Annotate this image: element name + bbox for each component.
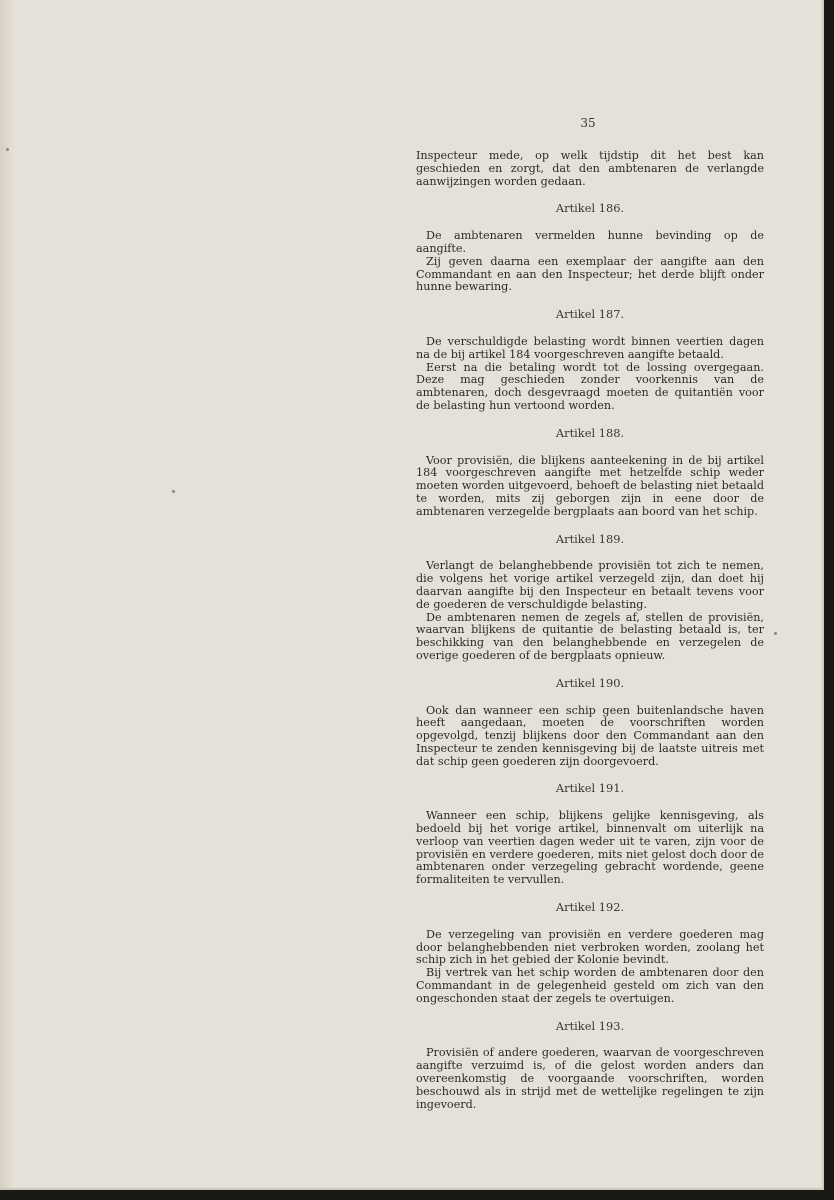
article-paragraph: Provisiën of andere goederen, waarvan de voorgeschreven aangifte verzuimd is, of die gelost worden anders dan overeenkomstig de voorgaande voorschriften, worden beschouwd als in strijd met de wettelijke regelingen te zijn ingevoerd. <box>416 1046 764 1111</box>
article-paragraph: Eerst na die betaling wordt tot de lossing overgegaan. Deze mag geschieden zonder voorkennis van de ambtenaren, doch desgevraagd moeten de quitantiën voor de belasting hun vertoond worden. <box>416 360 764 412</box>
article-paragraph: De verzegeling van provisiën en verdere goederen mag door belanghebbenden niet verbroken worden, zoolang het schip zich in het gebied der Kolonie bevindt. <box>416 927 764 967</box>
article-189 <box>416 533 764 663</box>
article-paragraph: Zij geven daarna een exemplaar der aangifte aan den Commandant en aan den Inspecteur; het derde blijft onder hunne bewaring. <box>416 254 764 294</box>
article-heading: Artikel 189. <box>555 531 625 546</box>
article-heading: Artikel 186. <box>555 201 625 216</box>
article-192 <box>416 901 764 1006</box>
article-paragraph: Wanneer een schip, blijkens gelijke kennisgeving, als bedoeld bij het vorige artikel, binnenvalt om uiterlijk na verloop van veertien dagen weder uit te varen, zijn voor de provisiën en verdere goederen, mits niet gelost doch door de ambtenaren onder verzegeling gebracht wordende, geene formaliteiten te vervullen. <box>416 809 764 887</box>
page-number: 35 <box>580 116 596 130</box>
page-content <box>416 150 764 1111</box>
article-heading: Artikel 191. <box>555 781 625 796</box>
article-paragraph: De ambtenaren vermelden hunne bevinding op de aangifte. <box>416 229 764 255</box>
article-heading: Artikel 192. <box>555 900 625 915</box>
article-heading: Artikel 190. <box>555 675 625 690</box>
article-paragraph: Voor provisiën, die blijkens aanteekening in de bij artikel 184 voorgeschreven aangifte met hetzelfde schip weder moeten worden uitgevoerd, behoeft de belasting niet betaald te worden, mits zij geborgen zijn in eene door de ambtenaren verzegelde bergplaats aan boord van het schip. <box>416 453 764 518</box>
page-fold-shadow <box>0 0 14 1188</box>
article-paragraph: Ook dan wanneer een schip geen buitenlandsche haven heeft aangedaan, moeten de voorschriften worden opgevolgd, tenzij blijkens door den Commandant aan den Inspecteur te zenden kennisgeving bij de laatste uitreis met dat schip geen goederen zijn doorgevoerd. <box>416 703 764 768</box>
article-187 <box>416 308 764 413</box>
article-193 <box>416 1020 764 1112</box>
article-heading: Artikel 193. <box>555 1018 625 1033</box>
article-paragraph: Bij vertrek van het schip worden de ambtenaren door den Commandant in de gelegenheid gesteld om zich van den ongeschonden staat der zegels te overtuigen. <box>416 966 764 1005</box>
article-190 <box>416 677 764 769</box>
paper-speck <box>6 148 9 151</box>
paper-speck <box>774 632 777 635</box>
paper-speck <box>172 490 175 493</box>
article-188 <box>416 427 764 519</box>
article-paragraph: De ambtenaren nemen de zegels af, stellen de provisiën, waarvan blijkens de quitantie de belasting betaald is, ter beschikking van den belanghebbende en verzegelen de overige goederen of de bergplaats opnieuw. <box>416 610 764 662</box>
article-paragraph: Verlangt de belanghebbende provisiën tot zich te nemen, die volgens het vorige artikel verzegeld zijn, dan doet hij daarvan aangifte bij den Inspecteur en betaalt tevens voor de goederen de verschuldigde belasting. <box>416 559 764 611</box>
article-191 <box>416 782 764 887</box>
article-186 <box>416 202 764 294</box>
article-paragraph: De verschuldigde belasting wordt binnen veertien dagen na de bij artikel 184 voorgeschreven aangifte betaald. <box>416 334 764 361</box>
article-heading: Artikel 188. <box>555 425 625 440</box>
intro-paragraph: Inspecteur mede, op welk tijdstip dit het best kan geschieden en zorgt, dat den ambtenaren de verlangde aanwijzingen worden gedaan. <box>416 149 764 188</box>
article-heading: Artikel 187. <box>555 307 625 322</box>
